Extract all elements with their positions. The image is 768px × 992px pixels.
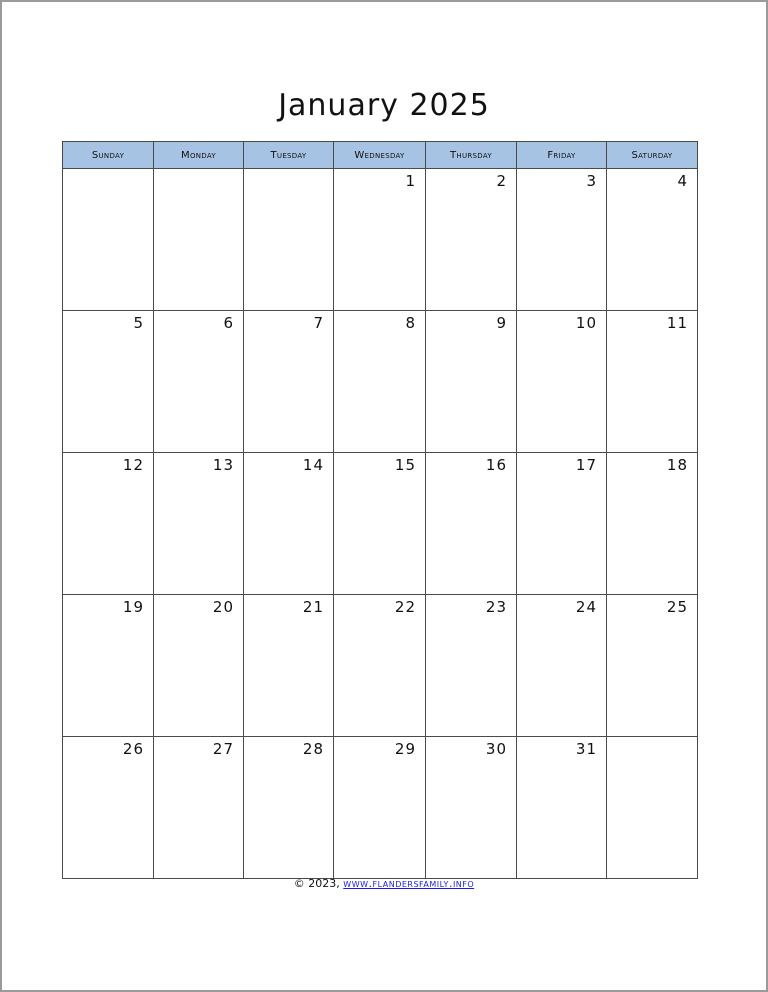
day-cell — [334, 311, 426, 453]
day-number: 17 — [575, 456, 597, 474]
day-cell — [154, 595, 244, 737]
day-cell — [63, 737, 154, 879]
day-cell — [334, 453, 426, 595]
day-cell — [244, 595, 334, 737]
day-cell — [426, 169, 517, 311]
day-number: 3 — [586, 172, 597, 190]
day-cell — [517, 737, 607, 879]
day-cell — [334, 737, 426, 879]
weekday-wednesday: Wednesday — [334, 142, 426, 169]
day-number: 19 — [122, 598, 144, 616]
weekday-friday: Friday — [517, 142, 607, 169]
day-cell — [517, 595, 607, 737]
website-link[interactable]: www.flandersfamily.info — [343, 877, 475, 890]
calendar-grid — [62, 141, 698, 879]
day-number: 15 — [394, 456, 416, 474]
day-number: 10 — [575, 314, 597, 332]
copyright-text: © 2023, — [293, 877, 344, 890]
day-cell — [426, 311, 517, 453]
day-cell — [607, 595, 698, 737]
calendar-title: January 2025 — [278, 88, 490, 123]
day-number: 27 — [212, 740, 234, 758]
day-cell — [154, 737, 244, 879]
day-number: 21 — [302, 598, 324, 616]
day-cell — [607, 737, 698, 879]
day-number: 7 — [313, 314, 324, 332]
day-cell — [63, 311, 154, 453]
day-number: 11 — [666, 314, 688, 332]
day-number: 9 — [496, 314, 507, 332]
weekday-tuesday: Tuesday — [244, 142, 334, 169]
day-number: 6 — [223, 314, 234, 332]
weekday-header-row — [63, 142, 698, 169]
week-row-5 — [63, 737, 698, 879]
day-cell — [607, 311, 698, 453]
week-row-1 — [63, 169, 698, 311]
day-cell — [426, 595, 517, 737]
day-cell — [63, 169, 154, 311]
week-row-4 — [63, 595, 698, 737]
day-cell — [244, 169, 334, 311]
footer — [2, 877, 766, 890]
week-row-3 — [63, 453, 698, 595]
day-number: 25 — [666, 598, 688, 616]
weekday-thursday: Thursday — [426, 142, 517, 169]
day-number: 28 — [302, 740, 324, 758]
day-cell — [517, 453, 607, 595]
day-cell — [334, 595, 426, 737]
day-cell — [607, 169, 698, 311]
day-cell — [426, 737, 517, 879]
day-cell — [244, 453, 334, 595]
day-cell — [334, 169, 426, 311]
day-cell — [426, 453, 517, 595]
day-number: 13 — [212, 456, 234, 474]
day-cell — [63, 595, 154, 737]
day-cell — [63, 453, 154, 595]
day-number: 1 — [405, 172, 416, 190]
day-number: 20 — [212, 598, 234, 616]
day-number: 29 — [394, 740, 416, 758]
day-number: 24 — [575, 598, 597, 616]
day-number: 31 — [575, 740, 597, 758]
day-number: 4 — [677, 172, 688, 190]
weekday-saturday: Saturday — [607, 142, 698, 169]
day-number: 18 — [666, 456, 688, 474]
day-number: 14 — [302, 456, 324, 474]
day-number: 22 — [394, 598, 416, 616]
day-number: 23 — [485, 598, 507, 616]
day-number: 5 — [133, 314, 144, 332]
day-cell — [517, 311, 607, 453]
day-number: 2 — [496, 172, 507, 190]
day-number: 12 — [122, 456, 144, 474]
day-cell — [154, 169, 244, 311]
week-row-2 — [63, 311, 698, 453]
day-cell — [517, 169, 607, 311]
weekday-monday: Monday — [154, 142, 244, 169]
day-cell — [607, 453, 698, 595]
day-cell — [154, 311, 244, 453]
weekday-sunday: Sunday — [63, 142, 154, 169]
day-number: 8 — [405, 314, 416, 332]
day-cell — [244, 311, 334, 453]
day-number: 16 — [485, 456, 507, 474]
day-cell — [154, 453, 244, 595]
day-number: 30 — [485, 740, 507, 758]
day-number: 26 — [122, 740, 144, 758]
day-cell — [244, 737, 334, 879]
